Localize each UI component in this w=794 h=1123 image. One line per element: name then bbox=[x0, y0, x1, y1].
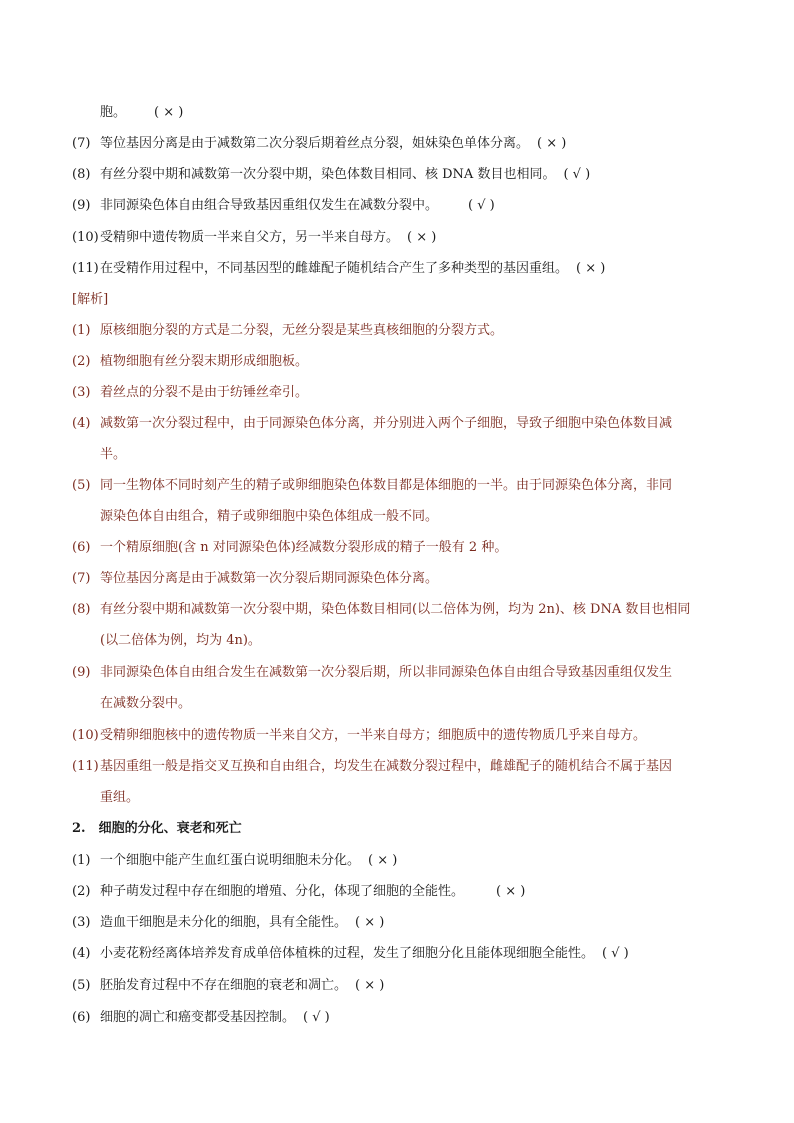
question-line bbox=[72, 882, 732, 902]
analysis-text: 植物细胞有丝分裂末期形成细胞板。 bbox=[100, 354, 309, 369]
question-number: (8) bbox=[72, 167, 91, 182]
analysis-line bbox=[100, 631, 760, 651]
question-text: 胚胎发育过程中不存在细胞的衰老和凋亡。 bbox=[100, 978, 348, 993]
analysis-text: 着丝点的分裂不是由于纺锤丝牵引。 bbox=[100, 385, 309, 400]
analysis-line bbox=[72, 414, 732, 434]
question-line bbox=[72, 259, 732, 279]
analysis-number: (1) bbox=[72, 323, 91, 338]
analysis-text: 原核细胞分裂的方式是二分裂，无丝分裂是某些真核细胞的分裂方式。 bbox=[100, 323, 504, 338]
question-text: 种子萌发过程中存在细胞的增殖、分化，体现了细胞的全能性。 bbox=[100, 884, 465, 899]
analysis-line bbox=[72, 600, 732, 620]
answer-mark: ( √ ) bbox=[468, 198, 495, 213]
question-number: (7) bbox=[72, 136, 91, 151]
question-text: 小麦花粉经离体培养发育成单倍体植株的过程，发生了细胞分化且能体现细胞全能性。 bbox=[100, 946, 595, 961]
analysis-line bbox=[72, 321, 732, 341]
answer-mark: ( × ) bbox=[407, 230, 437, 245]
analysis-number: (5) bbox=[72, 478, 91, 493]
question-number: (1) bbox=[72, 853, 91, 868]
analysis-number: (3) bbox=[72, 385, 91, 400]
analysis-line bbox=[72, 569, 732, 589]
question-line bbox=[72, 913, 732, 933]
analysis-line bbox=[72, 476, 732, 496]
analysis-text: 非同源染色体自由组合发生在减数第一次分裂后期，所以非同源染色体自由组合导致基因重组仅发生 bbox=[100, 665, 673, 680]
analysis-number: (4) bbox=[72, 416, 91, 431]
question-line bbox=[72, 165, 732, 185]
analysis-text: 有丝分裂中期和减数第一次分裂中期，染色体数目相同(以二倍体为例，均为 2n)、核 DNA 数目也相同 bbox=[100, 602, 691, 617]
analysis-number: (11) bbox=[72, 759, 99, 774]
question-text: 在受精作用过程中，不同基因型的雌雄配子随机结合产生了多种类型的基因重组。 bbox=[100, 261, 569, 276]
analysis-number: (10) bbox=[72, 728, 99, 743]
analysis-text: 受精卵细胞核中的遗传物质一半来自父方，一半来自母方；细胞质中的遗传物质几乎来自母方。 bbox=[100, 728, 647, 743]
question-text: 细胞的凋亡和癌变都受基因控制。 bbox=[100, 1010, 296, 1025]
question-number: (9) bbox=[72, 198, 91, 213]
answer-mark: ( × ) bbox=[496, 884, 526, 899]
analysis-text: 源染色体自由组合，精子或卵细胞中染色体组成一般不同。 bbox=[100, 509, 439, 524]
answer-mark: ( × ) bbox=[368, 853, 398, 868]
analysis-line bbox=[72, 538, 732, 558]
question-text: 造血干细胞是未分化的细胞，具有全能性。 bbox=[100, 915, 348, 930]
analysis-text: 减数第一次分裂过程中，由于同源染色体分离，并分别进入两个子细胞，导致子细胞中染色体数目减 bbox=[100, 416, 673, 431]
analysis-text: 在减数分裂中。 bbox=[100, 696, 192, 711]
analysis-text: 同一生物体不同时刻产生的精子或卵细胞染色体数目都是体细胞的一半。由于同源染色体分离，非同 bbox=[100, 478, 673, 493]
section-title: 2. 细胞的分化、衰老和死亡 bbox=[72, 821, 242, 836]
analysis-number: (6) bbox=[72, 540, 91, 555]
question-line bbox=[72, 228, 732, 248]
analysis-text: 半。 bbox=[100, 447, 127, 462]
question-line bbox=[72, 944, 732, 964]
analysis-text: (以二倍体为例，均为 4n)。 bbox=[100, 633, 261, 648]
answer-mark: ( × ) bbox=[355, 915, 385, 930]
analysis-line bbox=[72, 352, 732, 372]
question-line bbox=[72, 976, 732, 996]
question-number: (5) bbox=[72, 978, 91, 993]
answer-mark: ( × ) bbox=[576, 261, 606, 276]
question-number: (2) bbox=[72, 884, 91, 899]
question-text: 胞。 bbox=[100, 105, 127, 120]
question-line bbox=[72, 134, 732, 154]
question-number: (6) bbox=[72, 1010, 91, 1025]
analysis-line bbox=[72, 663, 732, 683]
analysis-label: [解析] bbox=[72, 292, 109, 307]
answer-mark: ( × ) bbox=[537, 136, 567, 151]
question-line bbox=[100, 103, 760, 123]
analysis-number: (2) bbox=[72, 354, 91, 369]
answer-mark: ( × ) bbox=[154, 105, 184, 120]
question-text: 受精卵中遗传物质一半来自父方，另一半来自母方。 bbox=[100, 230, 400, 245]
question-text: 等位基因分离是由于减数第二次分裂后期着丝点分裂，姐妹染色单体分离。 bbox=[100, 136, 530, 151]
question-number: (11) bbox=[72, 261, 99, 276]
answer-mark: ( √ ) bbox=[563, 167, 591, 182]
question-text: 非同源染色体自由组合导致基因重组仅发生在减数分裂中。 bbox=[100, 198, 439, 213]
analysis-number: (7) bbox=[72, 571, 91, 586]
question-text: 有丝分裂中期和减数第一次分裂中期，染色体数目相同、核 DNA 数目也相同。 bbox=[100, 167, 556, 182]
analysis-line bbox=[72, 383, 732, 403]
question-text: 一个细胞中能产生血红蛋白说明细胞未分化。 bbox=[100, 853, 361, 868]
analysis-line bbox=[100, 788, 760, 808]
answer-mark: ( √ ) bbox=[602, 946, 629, 961]
analysis-line bbox=[72, 726, 732, 746]
analysis-line bbox=[72, 757, 732, 777]
analysis-text: 等位基因分离是由于减数第一次分裂后期同源染色体分离。 bbox=[100, 571, 439, 586]
question-number: (3) bbox=[72, 915, 91, 930]
analysis-text: 一个精原细胞(含 n 对同源染色体)经减数分裂形成的精子一般有 2 种。 bbox=[100, 540, 508, 555]
question-number: (4) bbox=[72, 946, 91, 961]
analysis-text: 基因重组一般是指交叉互换和自由组合，均发生在减数分裂过程中，雌雄配子的随机结合不属于基因 bbox=[100, 759, 673, 774]
question-line bbox=[72, 851, 732, 871]
question-line bbox=[72, 196, 732, 216]
answer-mark: ( √ ) bbox=[303, 1010, 330, 1025]
question-number: (10) bbox=[72, 230, 99, 245]
analysis-number: (9) bbox=[72, 665, 91, 680]
answer-mark: ( × ) bbox=[355, 978, 385, 993]
analysis-number: (8) bbox=[72, 602, 91, 617]
analysis-line bbox=[100, 694, 760, 714]
analysis-line bbox=[100, 445, 760, 465]
analysis-line bbox=[100, 507, 760, 527]
question-line bbox=[72, 1008, 732, 1028]
analysis-text: 重组。 bbox=[100, 790, 140, 805]
